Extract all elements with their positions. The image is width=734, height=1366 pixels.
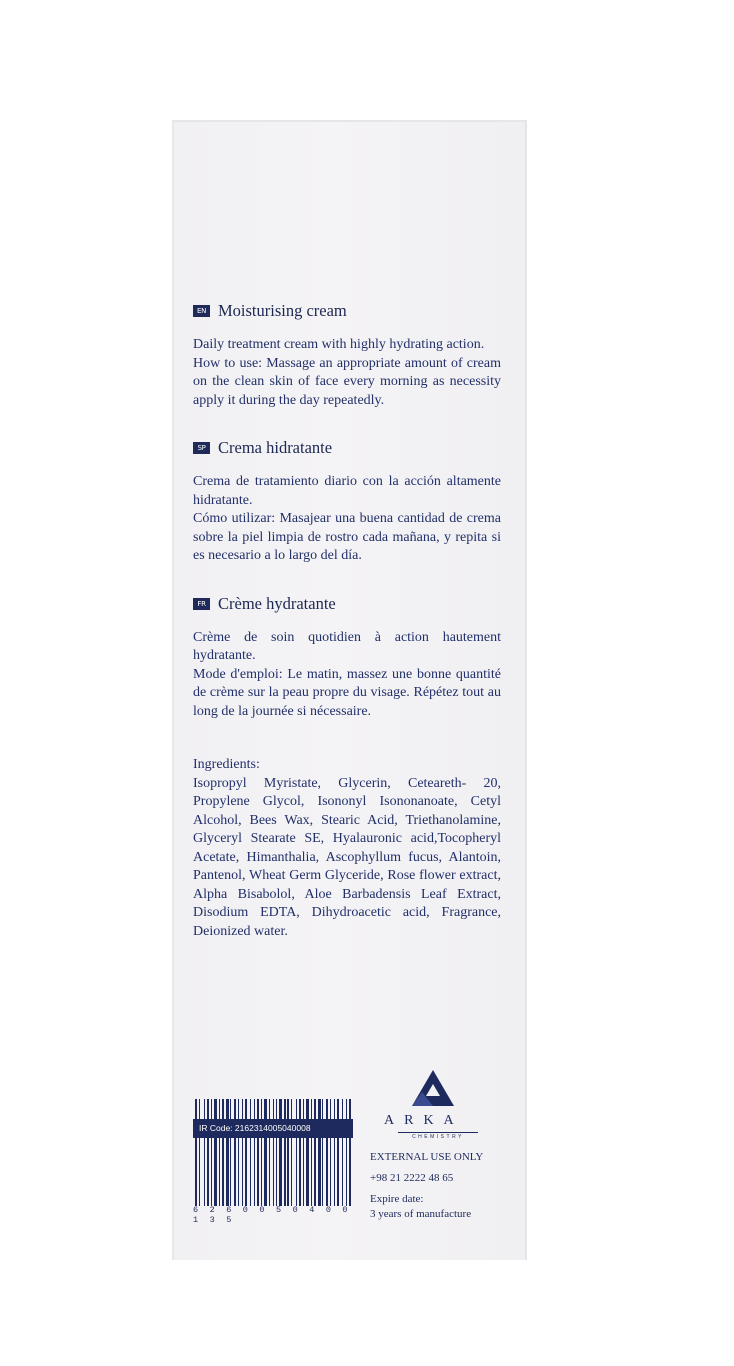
barcode-bar	[257, 1099, 259, 1119]
language-badge-icon: EN	[193, 305, 210, 317]
barcode-bar	[219, 1138, 220, 1206]
barcode-bar	[322, 1099, 323, 1119]
language-badge-icon: FR	[193, 598, 210, 610]
barcode-bar	[269, 1099, 270, 1119]
barcode-bar	[264, 1099, 267, 1119]
section-description: Crème de soin quotidien à action hautement hydratante.	[193, 629, 501, 663]
barcode-bars-top	[193, 1099, 353, 1119]
barcode-bar	[334, 1138, 335, 1206]
barcode-bar	[214, 1138, 217, 1206]
section-how-to-use: Cómo utilizar: Masajear una buena cantidad de crema sobre la piel limpia de rostro cada mañana, y repita si es necesario a lo largo del día.	[193, 511, 501, 563]
barcode-bar	[296, 1099, 297, 1119]
barcode-bar	[326, 1099, 328, 1119]
barcode-bar	[245, 1138, 247, 1206]
external-use-text: EXTERNAL USE ONLY	[370, 1151, 484, 1163]
barcode-bar	[296, 1138, 297, 1206]
barcode-bar	[299, 1138, 301, 1206]
barcode-bar	[222, 1138, 224, 1206]
barcode-bar	[303, 1138, 304, 1206]
barcode-bar	[337, 1099, 339, 1119]
expire-value: 3 years of manufacture	[370, 1208, 472, 1220]
section-title: Crème hydratante	[218, 593, 336, 613]
barcode-bar	[273, 1138, 274, 1206]
barcode-bar	[284, 1138, 286, 1206]
barcode-bar	[299, 1099, 301, 1119]
barcode-bar	[199, 1099, 200, 1119]
barcode-bar	[207, 1138, 209, 1206]
barcode-bar	[219, 1099, 220, 1119]
expire-label: Expire date:	[370, 1193, 424, 1205]
barcode-bar	[207, 1099, 209, 1119]
barcode-bar	[234, 1138, 236, 1206]
section-spanish	[193, 437, 501, 566]
product-info	[370, 1150, 520, 1222]
brand-subtitle: CHEMISTRY	[398, 1132, 478, 1140]
barcode-bar	[318, 1099, 321, 1119]
barcode-bar	[279, 1099, 282, 1119]
section-description: Crema de tratamiento diario con la acción altamente hidratante.	[193, 474, 501, 508]
arka-logo-icon	[412, 1070, 454, 1106]
barcode-bars-bottom	[193, 1138, 353, 1206]
barcode-bar	[287, 1138, 289, 1206]
barcode-bar	[311, 1099, 312, 1119]
section-french	[193, 593, 501, 722]
barcode-bar	[204, 1099, 205, 1119]
label-text-column	[193, 300, 501, 941]
section-description: Daily treatment cream with highly hydrating action.	[193, 337, 485, 352]
barcode-bar	[342, 1099, 343, 1119]
section-how-to-use: How to use: Massage an appropriate amount of cream on the clean skin of face every morning as necessity apply it during the day repeatedly.	[193, 355, 501, 408]
barcode-bar	[250, 1138, 251, 1206]
barcode-bar	[254, 1138, 255, 1206]
ingredients-title: Ingredients:	[193, 757, 260, 772]
barcode-bar	[211, 1099, 212, 1119]
barcode-bar	[349, 1138, 351, 1206]
barcode-bar	[204, 1138, 205, 1206]
barcode-digits: 6 2 6 0 0 5 0 4 0 0 1 3 5	[193, 1205, 351, 1225]
barcode-bar	[264, 1138, 267, 1206]
barcode-bar	[195, 1138, 197, 1206]
section-heading	[193, 593, 501, 615]
barcode-bar	[330, 1138, 331, 1206]
barcode-bar	[349, 1099, 351, 1119]
barcode-bar	[287, 1099, 289, 1119]
barcode-bar	[234, 1099, 236, 1119]
barcode	[193, 1099, 353, 1225]
barcode-bar	[261, 1138, 262, 1206]
barcode-bar	[314, 1099, 316, 1119]
language-badge-icon: SP	[193, 442, 210, 454]
ingredients-list: Isopropyl Myristate, Glycerin, Ceteareth- 20, Propylene Glycol, Isononyl Isononanoate, Cetyl Alcohol, Bees Wax, Stearic Acid, Triethanolamine, Glyceryl Stearate SE, Hyalauronic acid,Tocopheryl Acetate, Himanthalia, Ascophyllum fucus, Alantoin, Pantenol, Wheat Germ Glyceride, Rose flower extract, Alpha Bisabolol, Aloe Barbadensis Leaf Extract, Disodium EDTA, Dihydroacetic acid, Fragrance, Deionized water.	[193, 775, 501, 939]
brand-name: ARKA	[384, 1113, 464, 1128]
barcode-bar	[226, 1099, 229, 1119]
section-title: Crema hidratante	[218, 438, 333, 457]
barcode-bar	[276, 1138, 277, 1206]
barcode-bar	[346, 1099, 347, 1119]
barcode-bar	[222, 1099, 224, 1119]
barcode-bar	[306, 1138, 309, 1206]
barcode-bar	[337, 1138, 339, 1206]
barcode-bar	[238, 1138, 239, 1206]
section-heading	[193, 300, 501, 322]
section-how-to-use: Mode d'emploi: Le matin, massez une bonne quantité de crème sur la peau propre du visage. Répétez tout au long de la journée si nécessaire.	[193, 666, 501, 719]
barcode-bar	[291, 1099, 292, 1119]
barcode-bar	[238, 1099, 239, 1119]
section-english	[193, 300, 501, 410]
ingredients-block	[193, 756, 501, 941]
barcode-bar	[230, 1099, 231, 1119]
barcode-bar	[211, 1138, 212, 1206]
barcode-bar	[242, 1099, 243, 1119]
barcode-bar	[318, 1138, 321, 1206]
barcode-bar	[322, 1138, 323, 1206]
barcode-bar	[284, 1099, 286, 1119]
barcode-bar	[314, 1138, 316, 1206]
phone-number: +98 21 2222 48 65	[370, 1172, 454, 1184]
barcode-bar	[257, 1138, 259, 1206]
barcode-bar	[199, 1138, 200, 1206]
section-title: Moisturising cream	[218, 301, 347, 320]
barcode-bar	[230, 1138, 231, 1206]
barcode-bar	[334, 1099, 335, 1119]
barcode-bar	[326, 1138, 328, 1206]
barcode-bar	[254, 1099, 255, 1119]
barcode-bar	[273, 1099, 274, 1119]
ir-code-label: IR Code: 2162314005040008	[193, 1119, 353, 1138]
section-heading	[193, 437, 501, 459]
barcode-bar	[303, 1099, 304, 1119]
barcode-bar	[214, 1099, 217, 1119]
barcode-bar	[330, 1099, 331, 1119]
barcode-bar	[306, 1099, 309, 1119]
barcode-bar	[291, 1138, 292, 1206]
barcode-bar	[342, 1138, 343, 1206]
barcode-bar	[250, 1099, 251, 1119]
barcode-bar	[226, 1138, 229, 1206]
barcode-bar	[195, 1099, 197, 1119]
barcode-bar	[245, 1099, 247, 1119]
barcode-bar	[261, 1099, 262, 1119]
barcode-bar	[311, 1138, 312, 1206]
barcode-bar	[346, 1138, 347, 1206]
barcode-bar	[242, 1138, 243, 1206]
barcode-bar	[269, 1138, 270, 1206]
barcode-bar	[276, 1099, 277, 1119]
barcode-bar	[279, 1138, 282, 1206]
